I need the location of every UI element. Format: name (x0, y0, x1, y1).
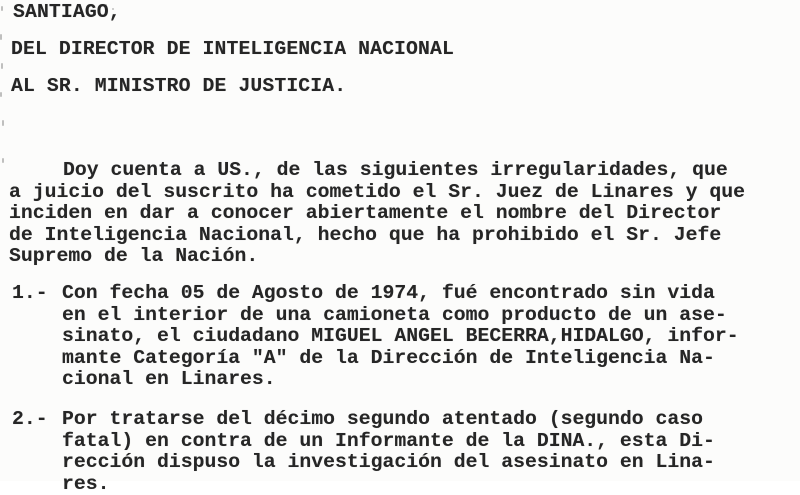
paragraph-line: a juicio del suscrito ha cometido el Sr. Juez de Linares y que (9, 182, 745, 204)
letter-from-line: DEL DIRECTOR DE INTELIGENCIA NACIONAL (11, 39, 454, 61)
letter-place-line: SANTIAGO, (13, 2, 121, 24)
item-line: Por tratarse del décimo segundo atentado (segundo caso (62, 409, 800, 431)
scan-speck (2, 120, 4, 126)
item-line: sinato, el ciudadano MIGUEL ANGEL BECERRA,HIDALGO, infor- (62, 326, 800, 348)
paragraph-line: de Inteligencia Nacional, hecho que ha prohibido el Sr. Jefe (9, 225, 745, 247)
scan-speck (0, 92, 2, 97)
numbered-item-2 (0, 409, 800, 495)
item-text (62, 409, 800, 495)
item-line: fatal) en contra de un Informante de la DINA., esta Di- (62, 431, 800, 453)
item-line: Con fecha 05 de Agosto de 1974, fué encontrado sin vida (62, 283, 800, 305)
scan-speck (2, 158, 4, 163)
scan-speck (1, 63, 3, 69)
item-line: en el interior de una camioneta como producto de un ase- (62, 305, 800, 327)
item-number: 1.- (12, 283, 48, 305)
paragraph-line: Supremo de la Nación. (9, 246, 745, 268)
letter-to-line: AL SR. MINISTRO DE JUSTICIA. (11, 76, 346, 98)
item-text (62, 283, 800, 391)
item-number: 2.- (12, 409, 48, 431)
scan-speck (0, 34, 2, 40)
paragraph-line: inciden en dar a conocer abiertamente el nombre del Director (9, 203, 745, 225)
item-line: cional en Linares. (62, 369, 800, 391)
intro-paragraph (9, 160, 745, 268)
scan-speck (1, 6, 3, 11)
item-line: rección dispuso la investigación del asesinato en Lina- (62, 452, 800, 474)
numbered-item-1 (0, 283, 800, 391)
paragraph-line: Doy cuenta a US., de las siguientes irregularidades, que (9, 160, 745, 182)
item-line: res. (62, 474, 800, 495)
item-line: mante Categoría "A" de la Dirección de Inteligencia Na- (62, 348, 800, 370)
